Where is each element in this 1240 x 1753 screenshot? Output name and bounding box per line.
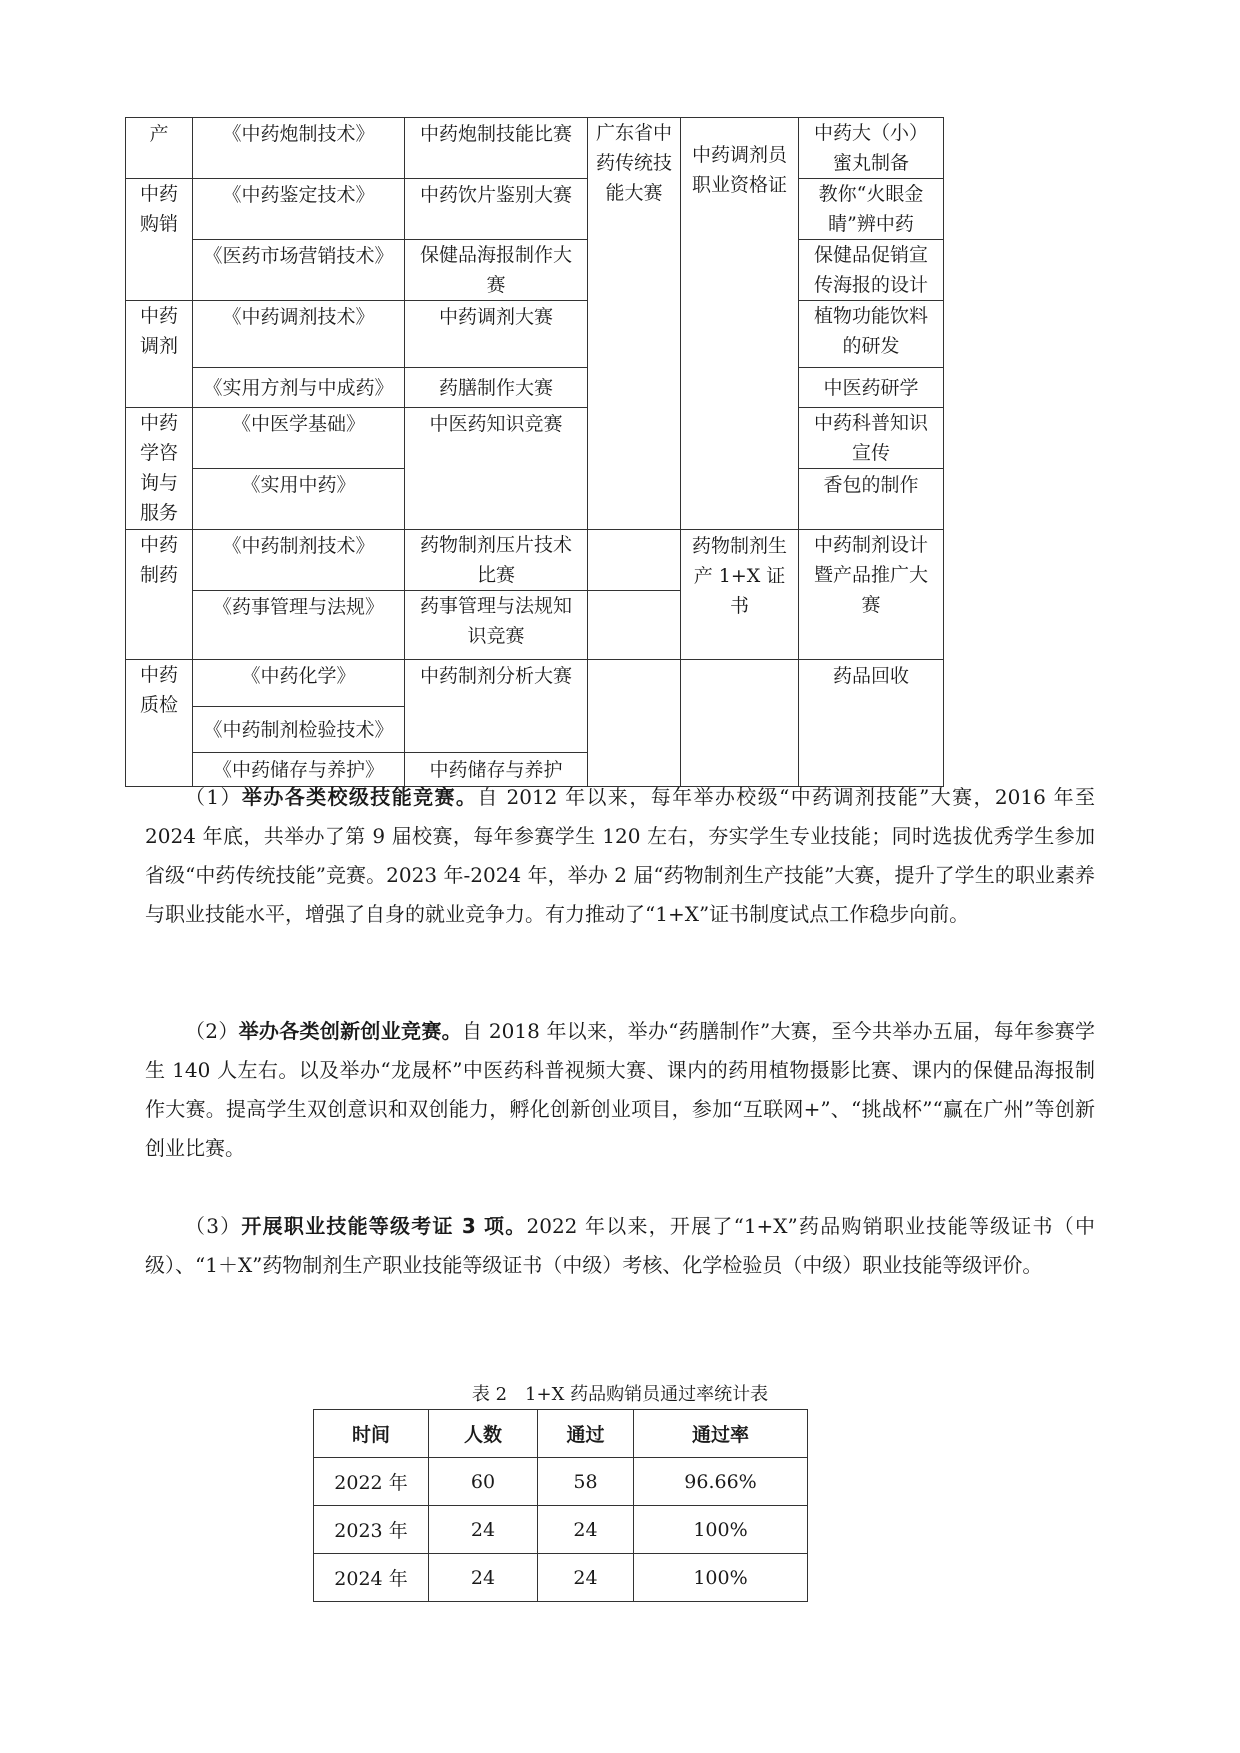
competition-cell: 中药制剂分析大赛 xyxy=(405,660,588,753)
competition-cell: 中医药知识竞赛 xyxy=(405,408,588,530)
category-cell: 中药购销 xyxy=(126,179,193,301)
pass-rate-cell: 100% xyxy=(634,1506,808,1554)
count-cell: 60 xyxy=(429,1458,538,1506)
course-cell: 《中药储存与养护》 xyxy=(193,753,405,787)
table-row xyxy=(126,179,944,240)
project-cell: 中药科普知识宣传 xyxy=(799,408,944,469)
column-header: 通过 xyxy=(538,1410,634,1458)
project-cell: 香包的制作 xyxy=(799,469,944,530)
pass-rate-table xyxy=(313,1409,808,1602)
table-caption: 表 2 1+X 药品购销员通过率统计表 xyxy=(471,1384,769,1405)
course-cell: 《中药调剂技术》 xyxy=(193,301,405,368)
year-cell: 2024 年 xyxy=(314,1554,429,1602)
passed-cell: 24 xyxy=(538,1506,634,1554)
passed-cell: 24 xyxy=(538,1554,634,1602)
competition-cell: 中药饮片鉴别大赛 xyxy=(405,179,588,240)
provincial-competition-cell xyxy=(588,660,681,787)
course-cell: 《中药炮制技术》 xyxy=(193,118,405,179)
category-cell: 中药学咨询与服务 xyxy=(126,408,193,530)
column-header: 时间 xyxy=(314,1410,429,1458)
table-row xyxy=(314,1506,808,1554)
table-row xyxy=(314,1554,808,1602)
count-cell: 24 xyxy=(429,1506,538,1554)
table-row xyxy=(126,530,944,591)
paragraph-1 xyxy=(145,778,1095,934)
project-cell: 植物功能饮料的研发 xyxy=(799,301,944,368)
competition-cell: 中药炮制技能比赛 xyxy=(405,118,588,179)
paragraph-text: 自 2018 年以来，举办“药膳制作”大赛，至今共举办五届，每年参赛学生 140 人左右。以及举办“龙晟杯”中医药科普视频大赛、课内的药用植物摄影比赛、课内的保健品海报制作大赛。提高学生双创意识和双创能力，孵化创新创业项目，参加“互联网+”、“挑战杯”“赢在广州”等创新创业比赛。 xyxy=(145,1019,1096,1160)
project-cell: 药品回收 xyxy=(799,660,944,787)
pass-rate-cell: 100% xyxy=(634,1554,808,1602)
certificate-cell: 中药调剂员职业资格证 xyxy=(681,118,799,530)
paragraph-text: 自 2012 年以来，每年举办校级“中药调剂技能”大赛，2016 年至 2024 年底，共举办了第 9 届校赛，每年参赛学生 120 左右，夯实学生专业技能；同时选拔优秀学生参加省级“中药传统技能”竞赛。2023 年-2024 年，举办 2 届“药物制剂生产技能”大赛，提升了学生的职业素养与职业技能水平，增强了自身的就业竞争力。有力推动了“1+X”证书制度试点工作稳步向前。 xyxy=(145,785,1095,926)
paragraph-2 xyxy=(145,1012,1095,1168)
count-cell: 24 xyxy=(429,1554,538,1602)
project-cell: 中药大（小）蜜丸制备 xyxy=(799,118,944,179)
project-cell: 中医药研学 xyxy=(799,368,944,408)
paragraph-heading: 开展职业技能等级考证 3 项。 xyxy=(241,1214,527,1238)
provincial-competition-cell xyxy=(588,530,681,591)
project-cell: 教你“火眼金睛”辨中药 xyxy=(799,179,944,240)
course-cell: 《实用方剂与中成药》 xyxy=(193,368,405,408)
paragraph-lead: （2） xyxy=(185,1019,239,1043)
table-row xyxy=(126,408,944,469)
table-row xyxy=(126,660,944,707)
year-cell: 2023 年 xyxy=(314,1506,429,1554)
table-row xyxy=(126,240,944,301)
curriculum-competition-table xyxy=(125,117,944,787)
paragraph-heading: 举办各类创新创业竞赛。 xyxy=(238,1019,462,1043)
course-cell: 《中医学基础》 xyxy=(193,408,405,469)
category-cell: 中药质检 xyxy=(126,660,193,787)
column-header: 人数 xyxy=(429,1410,538,1458)
table-header-row xyxy=(314,1410,808,1458)
category-cell: 中药制药 xyxy=(126,530,193,660)
table-row xyxy=(126,118,944,179)
paragraph-lead: （3） xyxy=(185,1214,242,1238)
project-cell: 保健品促销宣传海报的设计 xyxy=(799,240,944,301)
pass-rate-cell: 96.66% xyxy=(634,1458,808,1506)
year-cell: 2022 年 xyxy=(314,1458,429,1506)
table-row xyxy=(126,301,944,368)
table-row xyxy=(314,1458,808,1506)
competition-cell: 中药调剂大赛 xyxy=(405,301,588,368)
certificate-cell xyxy=(681,660,799,787)
competition-cell: 药膳制作大赛 xyxy=(405,368,588,408)
course-cell: 《中药制剂技术》 xyxy=(193,530,405,591)
competition-cell: 保健品海报制作大赛 xyxy=(405,240,588,301)
course-cell: 《中药鉴定技术》 xyxy=(193,179,405,240)
paragraph-lead: （1） xyxy=(185,785,242,809)
provincial-competition-cell: 广东省中药传统技能大赛 xyxy=(588,118,681,530)
passed-cell: 58 xyxy=(538,1458,634,1506)
course-cell: 《中药制剂检验技术》 xyxy=(193,707,405,753)
paragraph-3 xyxy=(145,1207,1095,1285)
paragraph-text: 2022 年以来，开展了“1+X”药品购销职业技能等级证书（中级）、“1＋X”药物制剂生产职业技能等级证书（中级）考核、化学检验员（中级）职业技能等级评价。 xyxy=(145,1214,1095,1277)
category-cell: 产 xyxy=(126,118,193,179)
competition-cell: 药事管理与法规知识竞赛 xyxy=(405,591,588,660)
category-cell: 中药调剂 xyxy=(126,301,193,408)
provincial-competition-cell xyxy=(588,591,681,660)
table-row xyxy=(126,368,944,408)
course-cell: 《中药化学》 xyxy=(193,660,405,707)
paragraph-heading: 举办各类校级技能竞赛。 xyxy=(241,785,478,809)
column-header: 通过率 xyxy=(634,1410,808,1458)
course-cell: 《药事管理与法规》 xyxy=(193,591,405,660)
project-cell: 中药制剂设计暨产品推广大赛 xyxy=(799,530,944,660)
certificate-cell: 药物制剂生产 1+X 证书 xyxy=(681,530,799,660)
competition-cell: 药物制剂压片技术比赛 xyxy=(405,530,588,591)
course-cell: 《医药市场营销技术》 xyxy=(193,240,405,301)
course-cell: 《实用中药》 xyxy=(193,469,405,530)
competition-cell: 中药储存与养护 xyxy=(405,753,588,787)
